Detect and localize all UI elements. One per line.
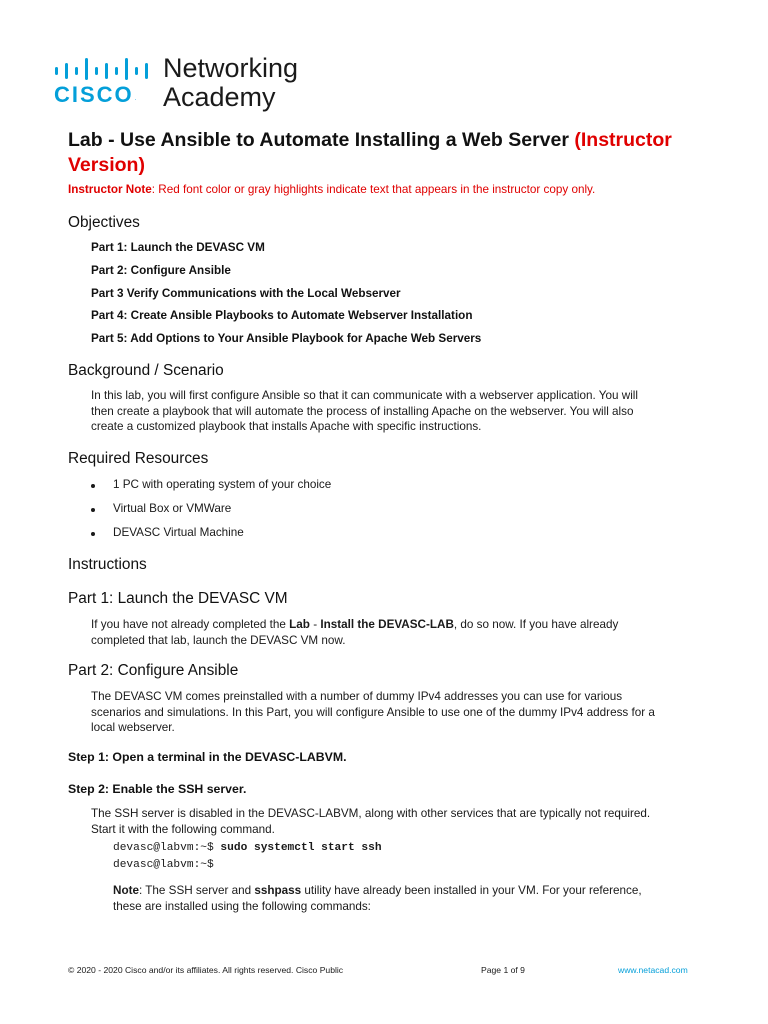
step2-heading: Step 2: Enable the SSH server. bbox=[68, 782, 247, 796]
cisco-bars-icon bbox=[54, 58, 152, 80]
resources-heading: Required Resources bbox=[68, 450, 209, 467]
objective-item: Part 3 Verify Communications with the Local Webserver bbox=[91, 287, 401, 300]
logo-academy: Academy bbox=[163, 82, 276, 112]
code-line: devasc@labvm:~$ bbox=[113, 859, 214, 871]
step1-heading: Step 1: Open a terminal in the DEVASC-LABVM. bbox=[68, 750, 347, 764]
bullet-icon bbox=[91, 532, 95, 536]
resource-item: 1 PC with operating system of your choice bbox=[113, 478, 332, 491]
instructor-note: Instructor Note: Red font color or gray highlights indicate text that appears in the instructor copy only. bbox=[68, 183, 596, 196]
objective-item: Part 4: Create Ansible Playbooks to Automate Webserver Installation bbox=[91, 309, 473, 322]
part1-heading: Part 1: Launch the DEVASC VM bbox=[68, 590, 288, 607]
page-title: Lab - Use Ansible to Automate Installing a Web Server (Instructor Version) bbox=[68, 129, 672, 176]
bullet-icon bbox=[91, 484, 95, 488]
part2-text: The DEVASC VM comes preinstalled with a number of dummy IPv4 addresses you can use for various scenarios and simulations. In this Part, you will configure Ansible to use one of the dummy IPv4 address for a local webserver. bbox=[91, 690, 655, 734]
background-text: In this lab, you will first configure Ansible so that it can communicate with a webserver application. You will then create a playbook that will automate the process of installing Apache on the webserver. You will also create a customized playbook that installs Apache with specific instructions. bbox=[91, 389, 638, 433]
instructions-heading: Instructions bbox=[68, 556, 147, 573]
code-line: devasc@labvm:~$ sudo systemctl start ssh bbox=[113, 842, 382, 854]
footer-copyright: © 2020 - 2020 Cisco and/or its affiliates. All rights reserved. Cisco Public bbox=[68, 965, 344, 975]
part2-heading: Part 2: Configure Ansible bbox=[68, 662, 239, 679]
background-heading: Background / Scenario bbox=[68, 362, 224, 379]
cisco-networking-academy-logo bbox=[54, 54, 314, 114]
objective-item: Part 5: Add Options to Your Ansible Playbook for Apache Web Servers bbox=[91, 332, 482, 345]
objectives-heading: Objectives bbox=[68, 214, 140, 231]
cisco-wordmark: CISCO. bbox=[54, 82, 137, 107]
bullet-icon bbox=[91, 508, 95, 512]
step2-note: Note: The SSH server and sshpass utility have already been installed in your VM. For your reference, these are installed using the following commands: bbox=[113, 884, 642, 913]
logo-networking: Networking bbox=[163, 53, 299, 83]
resource-item: Virtual Box or VMWare bbox=[113, 502, 232, 515]
resource-item: DEVASC Virtual Machine bbox=[113, 526, 244, 539]
objective-item: Part 1: Launch the DEVASC VM bbox=[91, 241, 265, 254]
footer-page-number: Page 1 of 9 bbox=[481, 965, 525, 975]
footer-link[interactable]: www.netacad.com bbox=[618, 965, 688, 975]
part1-text: If you have not already completed the Lab - Install the DEVASC-LAB, do so now. If you have already completed that lab, launch the DEVASC VM now. bbox=[91, 618, 619, 647]
step2-text: The SSH server is disabled in the DEVASC-LABVM, along with other services that are typically not required. Start it with the following command. bbox=[91, 807, 651, 836]
objective-item: Part 2: Configure Ansible bbox=[91, 264, 231, 277]
